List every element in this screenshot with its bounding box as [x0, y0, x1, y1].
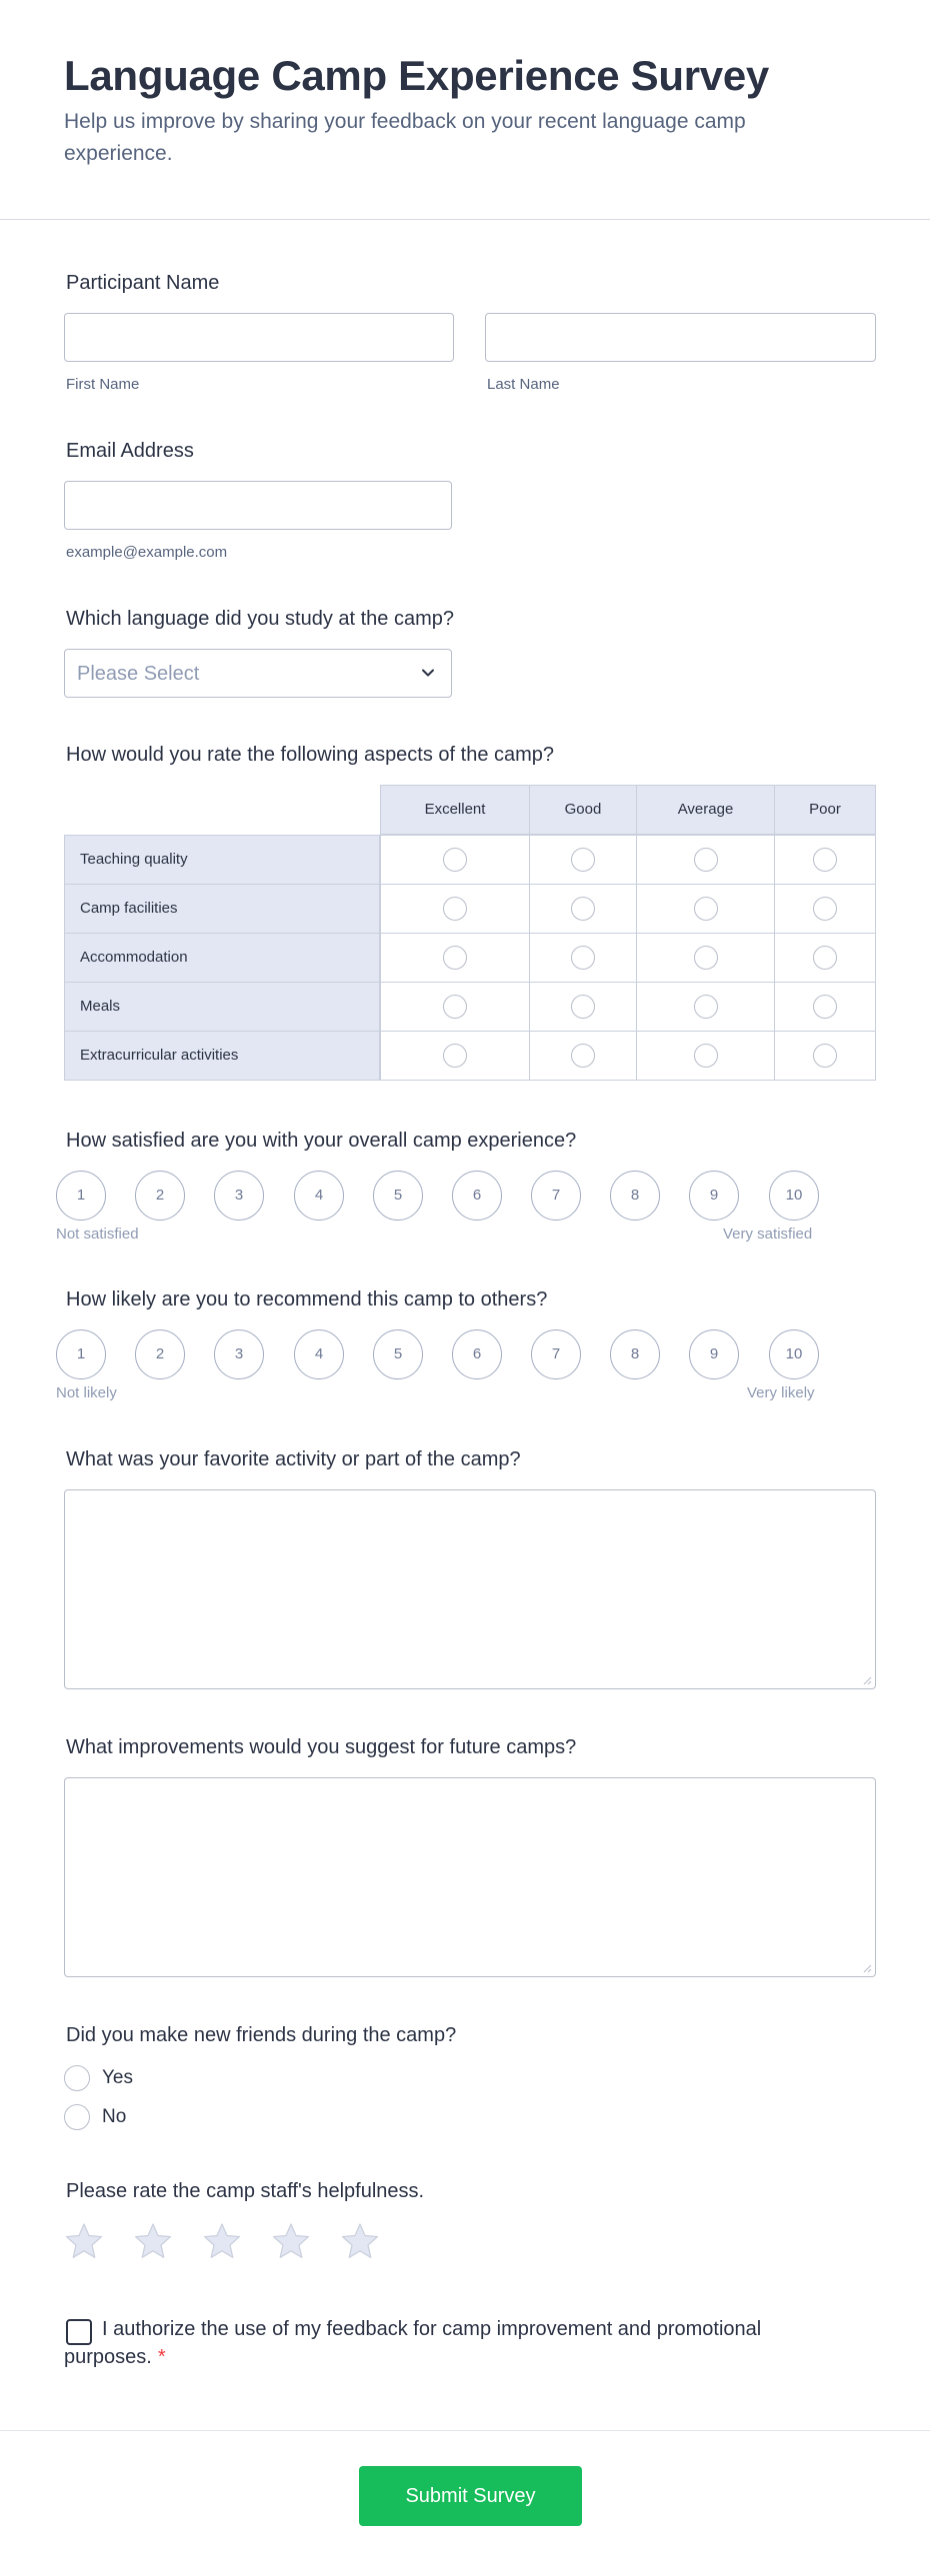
matrix-cell: [529, 933, 637, 983]
resize-grip-icon[interactable]: [862, 1675, 872, 1685]
form-title: Language Camp Experience Survey: [64, 52, 769, 99]
recommend-option[interactable]: 7: [531, 1329, 581, 1379]
matrix-cell: [774, 933, 876, 983]
matrix-row-label: Extracurricular activities: [64, 1031, 380, 1081]
friends-option-label: Yes: [102, 2067, 133, 2088]
matrix-cell: [529, 1031, 637, 1081]
matrix-radio[interactable]: [694, 897, 718, 921]
matrix-radio[interactable]: [443, 897, 467, 921]
consent-label: [64, 2315, 764, 2371]
matrix-radio[interactable]: [694, 1044, 718, 1068]
language-label: Which language did you study at the camp?: [66, 608, 455, 630]
matrix-row-label: Teaching quality: [64, 835, 380, 885]
friends-option-label: No: [102, 2106, 127, 2127]
matrix-radio[interactable]: [694, 848, 718, 872]
matrix-radio[interactable]: [813, 848, 837, 872]
matrix-radio[interactable]: [443, 995, 467, 1019]
first-name-sublabel: First Name: [66, 376, 140, 393]
matrix-cell: [529, 884, 637, 934]
friends-label: Did you make new friends during the camp?: [66, 2024, 457, 2046]
satisfaction-option[interactable]: 10: [769, 1171, 819, 1221]
email-sublabel: example@example.com: [66, 544, 228, 561]
recommend-label: How likely are you to recommend this camp to others?: [66, 1288, 548, 1310]
submit-button[interactable]: Submit Survey: [359, 2466, 582, 2526]
form-header: [0, 0, 930, 220]
matrix-cell: [636, 884, 775, 934]
star-icon[interactable]: [340, 2221, 380, 2261]
consent-text: I authorize the use of my feedback for camp improvement and promotional purposes.: [64, 2318, 762, 2368]
matrix-cell: [636, 982, 775, 1032]
matrix-radio[interactable]: [694, 946, 718, 970]
matrix-cell: [636, 1031, 775, 1081]
matrix-cell: [636, 933, 775, 983]
matrix-radio[interactable]: [813, 946, 837, 970]
satisfaction-max-label: Very satisfied: [723, 1226, 813, 1243]
star-icon[interactable]: [133, 2221, 173, 2261]
chevron-down-icon: [419, 664, 437, 682]
matrix-radio[interactable]: [813, 995, 837, 1019]
recommend-option[interactable]: 6: [452, 1329, 502, 1379]
satisfaction-option[interactable]: 1: [56, 1171, 106, 1221]
recommend-option[interactable]: 2: [135, 1329, 185, 1379]
star-icon[interactable]: [64, 2221, 104, 2261]
rating-matrix: [64, 785, 876, 1085]
matrix-cell: [529, 982, 637, 1032]
satisfaction-option[interactable]: 3: [214, 1171, 264, 1221]
matrix-cell: [380, 982, 530, 1032]
matrix-col-average: Average: [636, 785, 775, 835]
satisfaction-min-label: Not satisfied: [56, 1226, 139, 1243]
recommend-option[interactable]: 3: [214, 1329, 264, 1379]
recommend-option[interactable]: 10: [769, 1329, 819, 1379]
resize-grip-icon[interactable]: [862, 1963, 872, 1973]
matrix-row-label: Camp facilities: [64, 884, 380, 934]
matrix-cell: [380, 884, 530, 934]
recommend-option[interactable]: 5: [373, 1329, 423, 1379]
matrix-radio[interactable]: [443, 946, 467, 970]
matrix-radio[interactable]: [694, 995, 718, 1019]
favorite-label: What was your favorite activity or part of the camp?: [66, 1448, 521, 1470]
matrix-cell: [380, 835, 530, 885]
matrix-col-excellent: Excellent: [380, 785, 530, 835]
matrix-cell: [774, 1031, 876, 1081]
first-name-input[interactable]: [64, 313, 454, 362]
matrix-row-label: Accommodation: [64, 933, 380, 983]
matrix-cell: [380, 1031, 530, 1081]
improvements-label: What improvements would you suggest for future camps?: [66, 1736, 577, 1758]
matrix-radio[interactable]: [813, 1044, 837, 1068]
matrix-radio[interactable]: [571, 946, 595, 970]
matrix-radio[interactable]: [571, 848, 595, 872]
last-name-input[interactable]: [485, 313, 876, 362]
star-icon[interactable]: [202, 2221, 242, 2261]
satisfaction-option[interactable]: 7: [531, 1171, 581, 1221]
matrix-radio[interactable]: [443, 1044, 467, 1068]
matrix-radio[interactable]: [571, 1044, 595, 1068]
satisfaction-option[interactable]: 8: [610, 1171, 660, 1221]
language-select-placeholder: Please Select: [77, 663, 200, 685]
language-select[interactable]: [64, 649, 452, 698]
participant-name-label: Participant Name: [66, 272, 220, 294]
radio-button[interactable]: [64, 2104, 90, 2130]
satisfaction-option[interactable]: 6: [452, 1171, 502, 1221]
form-subtitle: Help us improve by sharing your feedback on your recent language camp experience.: [64, 110, 746, 165]
satisfaction-option[interactable]: 5: [373, 1171, 423, 1221]
email-label: Email Address: [66, 440, 194, 462]
recommend-option[interactable]: 4: [294, 1329, 344, 1379]
matrix-cell: [380, 933, 530, 983]
matrix-cell: [636, 835, 775, 885]
footer-divider: [0, 2430, 930, 2431]
matrix-cell: [774, 982, 876, 1032]
matrix-label: How would you rate the following aspects of the camp?: [66, 744, 555, 766]
email-input[interactable]: [64, 481, 452, 530]
matrix-col-poor: Poor: [774, 785, 876, 835]
satisfaction-option[interactable]: 9: [689, 1171, 739, 1221]
favorite-textarea[interactable]: [64, 1489, 876, 1689]
recommend-option[interactable]: 9: [689, 1329, 739, 1379]
matrix-radio[interactable]: [443, 848, 467, 872]
recommend-option[interactable]: 8: [610, 1329, 660, 1379]
matrix-radio[interactable]: [571, 995, 595, 1019]
matrix-cell: [529, 835, 637, 885]
satisfaction-option[interactable]: 2: [135, 1171, 185, 1221]
matrix-col-good: Good: [529, 785, 637, 835]
improvements-textarea[interactable]: [64, 1777, 876, 1977]
matrix-row-label: Meals: [64, 982, 380, 1032]
recommend-max-label: Very likely: [747, 1384, 815, 1401]
matrix-cell: [774, 884, 876, 934]
star-icon[interactable]: [271, 2221, 311, 2261]
staff-rating-label: Please rate the camp staff's helpfulness.: [66, 2180, 425, 2202]
matrix-radio[interactable]: [571, 897, 595, 921]
matrix-radio[interactable]: [813, 897, 837, 921]
matrix-cell: [774, 835, 876, 885]
satisfaction-option[interactable]: 4: [294, 1171, 344, 1221]
last-name-sublabel: Last Name: [487, 376, 560, 393]
satisfaction-label: How satisfied are you with your overall camp experience?: [66, 1130, 577, 1152]
radio-button[interactable]: [64, 2065, 90, 2091]
recommend-min-label: Not likely: [56, 1384, 117, 1401]
required-asterisk: *: [157, 2346, 166, 2368]
recommend-option[interactable]: 1: [56, 1329, 106, 1379]
